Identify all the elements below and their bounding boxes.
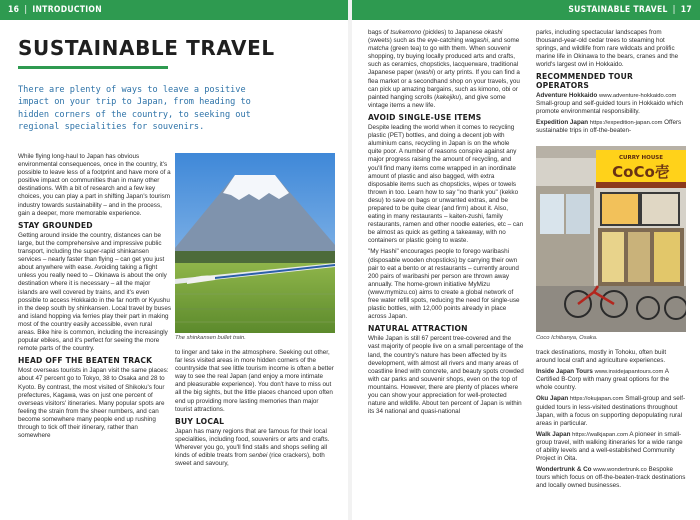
page-title: SUSTAINABLE TRAVEL — [18, 36, 275, 60]
header-divider: | — [24, 5, 28, 15]
left-page-number: 16 — [8, 5, 20, 15]
operator-adventure-hokkaido: Adventure Hokkaido www.adventure-hokkaido.com Small-group and self-guided tours in Hokkaido which promote environmental responsibility. — [536, 91, 684, 115]
shinkansen-photo — [175, 153, 335, 333]
shinkansen-caption: The shinkansen bullet train. — [175, 335, 246, 341]
page-gutter — [348, 0, 352, 520]
operator-walk-japan: Walk Japan https://walkjapan.com A pioneer in small-group travel, with walking itineraries for a wide range of ability levels and a well-established Community Project in Oita. — [536, 430, 683, 463]
heading-off-beaten-track: HEAD OFF THE BEATEN TRACK — [18, 356, 153, 366]
storefront-illustration — [536, 146, 686, 332]
sign-coco-logo: CoCo壱 — [612, 163, 670, 181]
paragraph-buy-local: Japan has many regions that are famous for their local specialities, including food, souvenirs or arts and crafts. Wherever you go, you'll find stalls and shops selling all kinds of edible treats from senbei (rice crackers), both sweet and savoury, — [175, 427, 330, 468]
coco-ichibanya-caption: Coco Ichibanya, Osaka. — [536, 335, 598, 341]
header-divider: | — [672, 5, 676, 15]
intro-paragraph: There are plenty of ways to leave a positive impact on your trip to Japan, from heading to hidden corners of the country, to seeking out regional specialities for souvenirs. — [18, 85, 251, 133]
title-underline — [18, 66, 168, 69]
heading-stay-grounded: STAY GROUNDED — [18, 220, 93, 230]
right-section-title: SUSTAINABLE TRAVEL — [568, 5, 668, 15]
right-page-number: 17 — [680, 5, 692, 15]
column-2 — [175, 349, 335, 471]
column-4 — [536, 29, 686, 138]
operator-expedition-japan: Expedition Japan https://expedition-japan.com Offers sustainable trips in off-the-beaten- — [536, 118, 682, 135]
operator-wondertrunk: Wondertrunk & Co www.wondertrunk.co Bespoke tours which focus on off-the-beaten-track destinations and locally owned businesses. — [536, 466, 686, 490]
heading-buy-local: BUY LOCAL — [175, 416, 225, 426]
paragraph-stay-grounded: Getting around inside the country, distances can be large, but the comprehensive and impressive public transport, including the super-rapid shinkansen services – nearly faster than flying – can get you just about anywhere with ease. Avoiding taking a flight unless you really need to – Okinawa is about the only destination where it is necessary – all the major islands are well covered by trains, and it's even possible to access Hokkaido in the far north or Kyushu in the deep south by shinkansen. Local travel by buses and island hopping via ferries play their part in making most of the country easily accessible, even rural areas. Bike hire is common, including the increasingly popular ebikes, and it's perfect for seeing the more remote parts of the country. — [18, 231, 171, 353]
opening-paragraph: While flying long-haul to Japan has obvious environmental consequences, once in the country, it's possible to leave less of a footprint and have more of a positive impact on communities than in many other destinations. With a bit of research and a few key choices, you can play a part in shifting Japan's tourism industry towards sustainability – and in the process, gain a deeper, more memorable experience. — [18, 153, 171, 217]
heading-avoid-single-use: AVOID SINGLE-USE ITEMS — [368, 112, 482, 122]
right-page-header — [352, 0, 700, 20]
column-3 — [368, 29, 524, 419]
left-section-title: INTRODUCTION — [32, 5, 102, 15]
paragraph-national-parks: parks, including spectacular landscapes from thousand-year-old cedar trees to steaming hot springs, and wildlife from rare wildcats and prolific marine life in Okinawa to the bears, cranes and the world's largest owl in Hokkaido. — [536, 29, 679, 69]
sign-curry-house: CURRY HOUSE — [618, 155, 664, 161]
column-4-lower — [536, 349, 686, 494]
operator-oku-japan: Oku Japan https://okujapan.com Small-group and self-guided tours in less-visited destinations throughout Japan, with a focus on supporting depopulating rural areas in particular. — [536, 395, 686, 427]
paragraph-souvenirs: bags of tsukemono (pickles) to Japanese okashi (sweets) such as the eye-catching wagashi, and some matcha (green tea) to go with them. When souvenir shopping, try buying locally produced arts and crafts, such as ceramics, chopsticks, lacquerware, traditional Japanese paper (washi) or arty prints. If you can find a flea market or a secondhand shop on your travels, you can pick up amazing bargains, such as kimono, obi or painted hanging scrolls (kakejiku), and give some vintage items a new life. — [368, 29, 520, 109]
fuji-shinkansen-illustration — [175, 153, 335, 333]
paragraph-my-hashi: "My Hashi" encourages people to forego waribashi (disposable wooden chopsticks) by carrying their own pair to eat a bento or at restaurants – currently around 200 pairs of waribashi per person are thrown away annually. The home-grown initiative MyMizu (www.mymizu.co) aims to create a global network of free water refill spots, reducing the need for single-use plastic bottles, with 12,000 points already in place across Japan. — [368, 248, 520, 321]
heading-tour-operators: RECOMMENDED TOUR OPERATORS — [536, 72, 634, 90]
paragraph-avoid-single-use: Despite leading the world when it comes to recycling plastic (PET) bottles, and doing a decent job with aluminium cans, recycling in Japan is on the whole quite poor. A number of reasons conspire against any major progress raising the amount of recycling, and you'll find many items come wrapped in an inordinate amount of plastic and also bagged, with extra disposable items such as chopsticks, wipes or towels thrown in too. Learn how to say "no thank you" (kekko desu) to save on bags or unwanted extras, and be prepared to be quite clear (and firm) about it. Also, eating in many restaurants – kaiten-zushi, family restaurants, ramen and other noodle eateries, etc – can be almost as quick as getting a takeaway, with no containers or plastic going to waste. — [368, 124, 524, 245]
paragraph-beaten-track-continued: to linger and take in the atmosphere. Seeking out other, far less visited areas in more hidden corners of the countryside that see little tourism income is often a better way to see the real Japan (and enjoy a more intimate and pleasurable experience). You don't have to miss out all the big sights, but the little places chanced upon often end up providing more lasting memories than major tourist attractions. — [175, 349, 334, 413]
paragraph-natural-attraction: While Japan is still 67 percent tree-covered and the vast majority of people live on a small percentage of the land, the country's nature has been affected by its development, with almost all rivers and many areas of coastline lined with concrete, and beauty spots crowded with car parks and souvenir shops, even on the top of mountains. However, there are plenty of places where you can show your appreciation for well-protected nature and wildlife. About ten percent of Japan is within its 34 national and quasi-national — [368, 335, 524, 416]
left-page-header — [0, 0, 348, 20]
heading-natural-attraction: NATURAL ATTRACTION — [368, 324, 468, 334]
coco-ichibanya-photo — [536, 146, 686, 332]
operator-inside-japan: Inside Japan Tours www.insidejapantours.com A Certified B-Corp with many great options for the whole country. — [536, 368, 669, 392]
column-1 — [18, 153, 171, 443]
operator-expedition-japan-continued: track destinations, mostly in Tohoku, often built around local craft and agriculture experiences. — [536, 349, 667, 365]
paragraph-off-beaten-track: Most overseas tourists in Japan visit the same places: about 47 percent go to Tokyo, 38 to Osaka and 28 to Kyoto. By contrast, the most visited of Shikoku's four prefectures, Kagawa, was on just one percent of overseas visitors' itineraries. Many popular spots are feeling the strain from the sheer numbers, and can become somewhere many people end up rushing through to tick off their itinerary, rather than somewhere — [18, 367, 169, 440]
